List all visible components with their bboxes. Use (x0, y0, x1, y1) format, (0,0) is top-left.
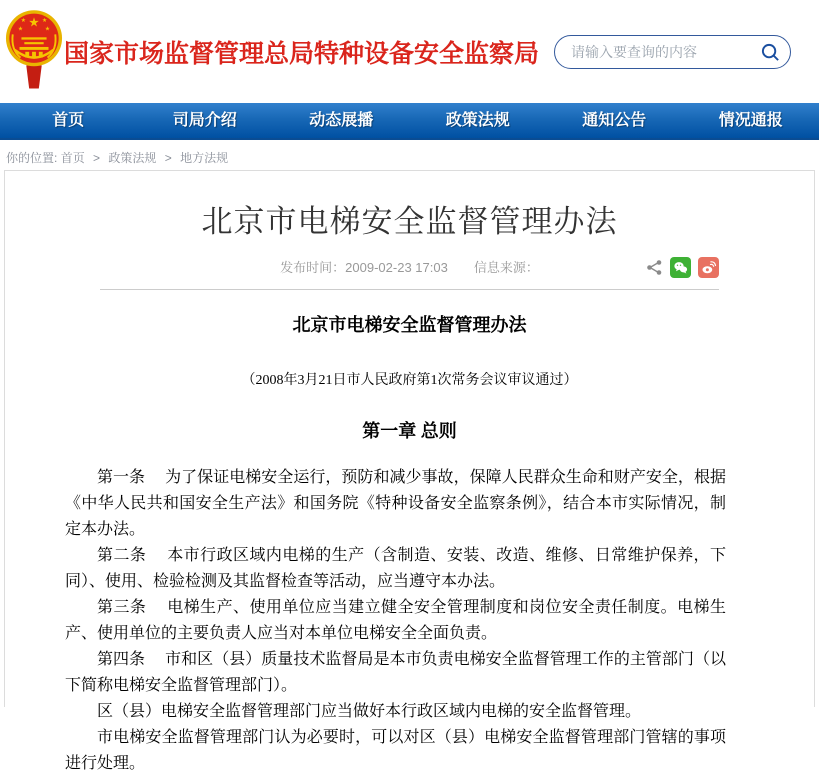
paragraph: 区（县）电梯安全监督管理部门应当做好本行政区域内电梯的安全监督管理。 (65, 699, 726, 725)
paragraph: 第三条 电梯生产、使用单位应当建立健全安全管理制度和岗位安全责任制度。电梯生产、使用单位的主要负责人应当对本单位电梯安全全面负责。 (65, 595, 726, 647)
nav-item-about[interactable]: 司局介绍 (137, 103, 274, 138)
source-label: 信息来源： (474, 260, 539, 275)
breadcrumb-link-policy[interactable]: 政策法规 (108, 151, 156, 165)
breadcrumb-separator: > (93, 151, 100, 165)
nav-item-bulletins[interactable]: 情况通报 (683, 103, 819, 138)
chapter-heading: 第一章 总则 (65, 417, 754, 443)
share-icons (646, 257, 719, 278)
search-input[interactable] (555, 36, 755, 68)
article-meta (5, 256, 814, 280)
nav-item-notices[interactable]: 通知公告 (546, 103, 683, 138)
breadcrumb-link-local-laws[interactable]: 地方法规 (180, 151, 228, 165)
nav-item-news[interactable]: 动态展播 (273, 103, 410, 138)
document-subtitle: 北京市电梯安全监督管理办法 (65, 311, 754, 337)
article-body (5, 311, 814, 777)
wechat-share-icon[interactable] (670, 257, 691, 278)
breadcrumb (0, 140, 819, 170)
adoption-note: （2008年3月21日市人民政府第1次常务会议审议通过） (65, 369, 754, 389)
nav-item-policy[interactable]: 政策法规 (410, 103, 547, 138)
breadcrumb-label: 你的位置: (6, 151, 57, 165)
svg-text:★: ★ (42, 17, 47, 24)
article-title: 北京市电梯安全监督管理办法 (5, 196, 814, 241)
national-emblem-icon (5, 0, 63, 92)
publish-time-label: 发布时间： (280, 260, 345, 275)
paragraph: 第四条 市和区（县）质量技术监督局是本市负责电梯安全监督管理工作的主管部门（以下简称电梯安全监督管理部门）。 (65, 647, 726, 699)
site-header (0, 0, 819, 103)
paragraph: 市电梯安全监督管理部门认为必要时，可以对区（县）电梯安全监督管理部门管辖的事项进行处理。 (65, 725, 726, 777)
search-box (554, 35, 791, 69)
search-icon[interactable] (760, 42, 781, 63)
content-box (4, 170, 815, 707)
paragraph: 第二条 本市行政区域内电梯的生产（含制造、安装、改造、维修、日常维护保养，下同）、使用、检验检测及其监督检查等活动，应当遵守本办法。 (65, 543, 726, 595)
svg-text:★: ★ (18, 26, 23, 33)
meta-divider (100, 289, 719, 290)
breadcrumb-link-home[interactable]: 首页 (61, 151, 85, 165)
paragraph: 第一条 为了保证电梯安全运行，预防和减少事故，保障人民群众生命和财产安全，根据《中华人民共和国安全生产法》和国务院《特种设备安全监察条例》，结合本市实际情况，制定本办法。 (65, 465, 726, 543)
nav-item-home[interactable]: 首页 (0, 103, 137, 138)
main-nav (0, 103, 819, 140)
svg-text:★: ★ (21, 17, 26, 24)
breadcrumb-separator: > (165, 151, 172, 165)
svg-text:★: ★ (45, 26, 50, 33)
svg-text:★: ★ (28, 16, 39, 30)
weibo-share-icon[interactable] (698, 257, 719, 278)
share-icon[interactable] (646, 259, 663, 276)
publish-time-value: 2009-02-23 17:03 (345, 260, 448, 275)
site-title: 国家市场监督管理总局特种设备安全监察局 (64, 34, 539, 70)
